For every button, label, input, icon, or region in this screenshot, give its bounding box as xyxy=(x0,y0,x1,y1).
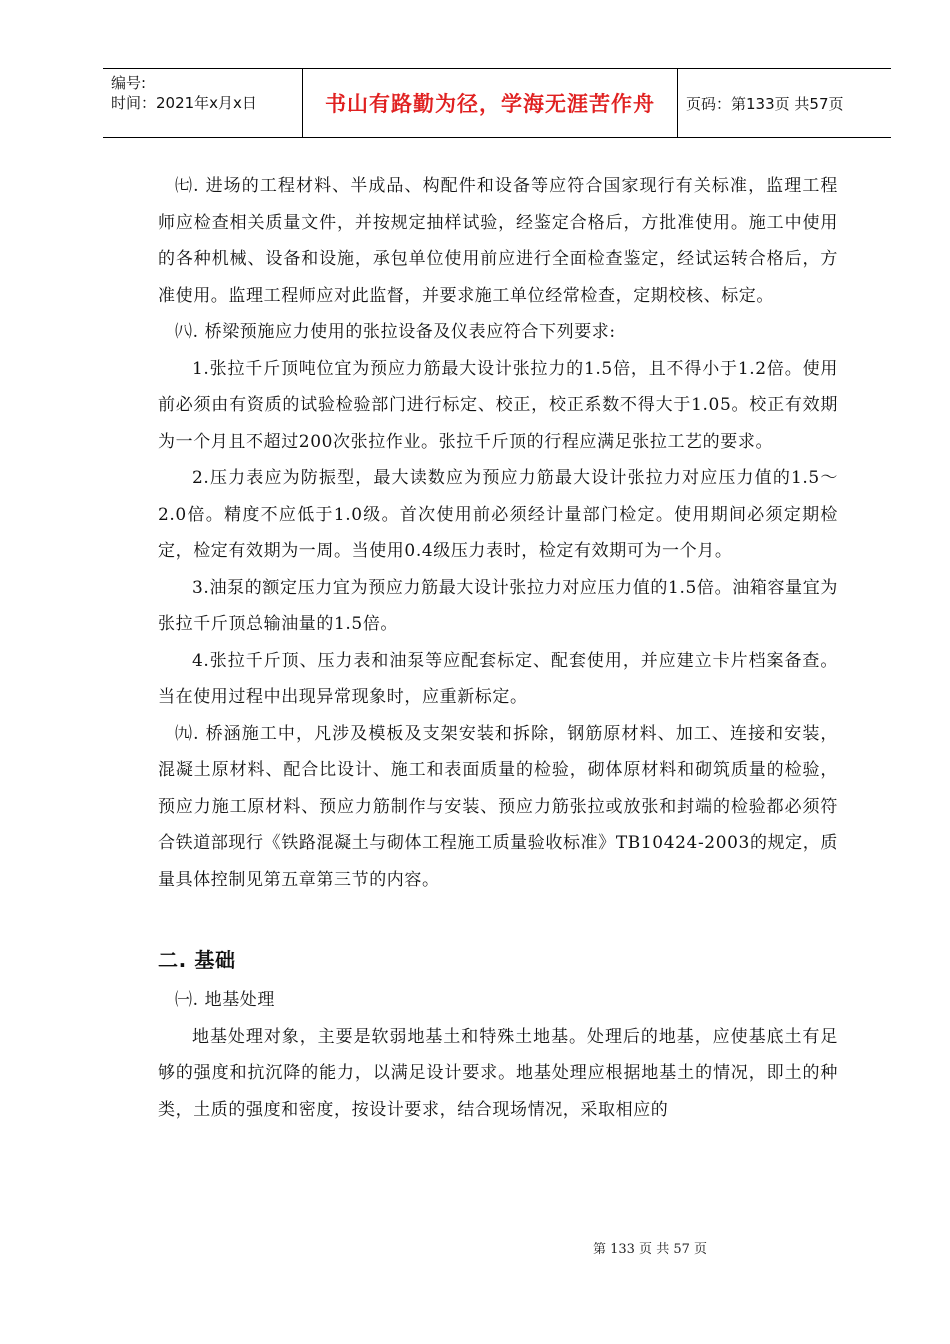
paragraph-8: ㈧. 桥梁预施应力使用的张拉设备及仪表应符合下列要求: xyxy=(175,322,616,342)
header-meta xyxy=(103,69,303,137)
header-page-label: 页码：第133页 共57页 xyxy=(686,94,844,113)
header-motto: 书山有路勤为径，学海无涯苦作舟 xyxy=(303,69,678,137)
paragraph-8-item-1: 1.张拉千斤顶吨位宜为预应力筋最大设计张拉力的1.5倍，且不得小于1.2倍。使用前必须由有资质的试验检验部门进行标定、校正，校正系数不得大于1.05。校正有效期为一个月且不超过200次张拉作业。张拉千斤顶的行程应满足张拉工艺的要求。 xyxy=(158,358,838,452)
paragraph-7: ㈦. 进场的工程材料、半成品、构配件和设备等应符合国家现行有关标准，监理工程师应检查相关质量文件，并按规定抽样试验，经鉴定合格后，方批准使用。施工中使用的各种机械、设备和设施，承包单位使用前应进行全面检查鉴定，经试运转合格后，方准使用。监理工程师应对此监督，并要求施工单位经常检查，定期校核、标定。 xyxy=(158,176,838,306)
paragraph-8-item-2: 2.压力表应为防振型，最大读数应为预应力筋最大设计张拉力对应压力值的1.5～2.0倍。精度不应低于1.0级。首次使用前必须经计量部门检定。使用期间必须定期检定，检定有效期为一周。当使用0.4级压力表时，检定有效期可为一个月。 xyxy=(158,468,838,561)
section-heading: 二. 基础 xyxy=(158,948,236,972)
subsection-paragraph: 地基处理对象，主要是软弱地基土和特殊土地基。处理后的地基，应使基底土有足够的强度和抗沉降的能力，以满足设计要求。地基处理应根据地基土的情况，即土的种类，土质的强度和密度，按设计要求，结合现场情况，采取相应的 xyxy=(158,1026,838,1120)
date-label: 时间：2021年x月x日 xyxy=(111,94,257,112)
paragraph-8-item-4: 4.张拉千斤顶、压力表和油泵等应配套标定、配套使用，并应建立卡片档案备查。当在使用过程中出现异常现象时，应重新标定。 xyxy=(158,650,838,707)
serial-label: 编号: xyxy=(111,74,147,92)
page-footer: 第 133 页 共 57 页 xyxy=(592,1242,708,1257)
paragraph-8-item-3: 3.油泵的额定压力宜为预应力筋最大设计张拉力对应压力值的1.5倍。油箱容量宜为张拉千斤顶总输油量的1.5倍。 xyxy=(158,577,838,634)
document-body xyxy=(158,168,838,1128)
subsection-heading: ㈠. 地基处理 xyxy=(175,990,276,1010)
page-header xyxy=(103,68,891,138)
paragraph-9: ㈨. 桥涵施工中，凡涉及模板及支架安装和拆除，钢筋原材料、加工、连接和安装，混凝土原材料、配合比设计、施工和表面质量的检验，砌体原材料和砌筑质量的检验，预应力施工原材料、预应力筋制作与安装、预应力筋张拉或放张和封端的检验都必须符合铁道部现行《铁路混凝土与砌体工程施工质量验收标准》TB10424-2003的规定，质量具体控制见第五章第三节的内容。 xyxy=(158,723,838,890)
